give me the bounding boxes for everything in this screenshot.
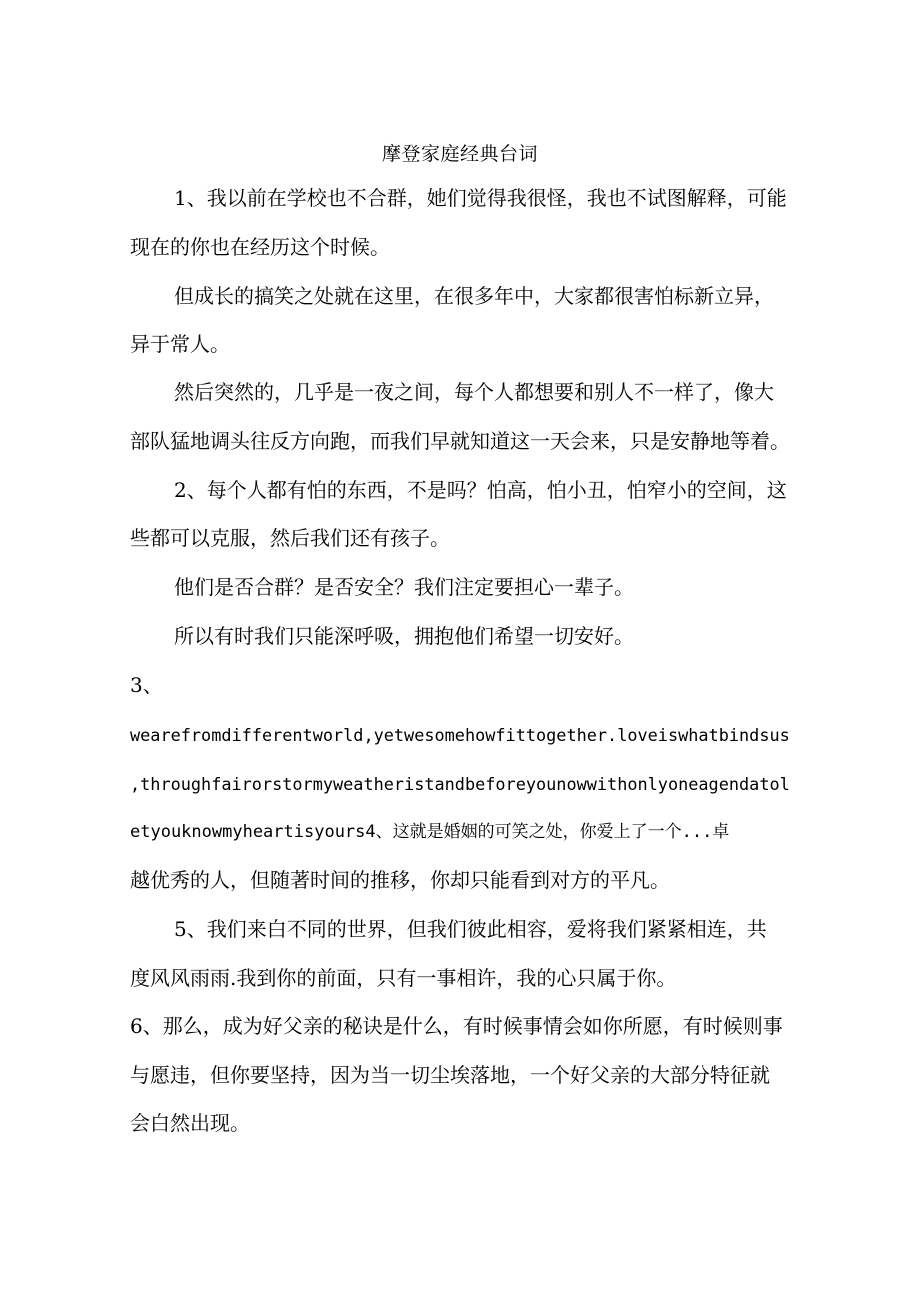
text-line: 但成长的搞笑之处就在这里，在很多年中，大家都很害怕标新立异，: [174, 284, 774, 308]
text-line: 与愿违，但你要坚持，因为当一切尘埃落地，一个好父亲的大部分特征就: [130, 1063, 770, 1087]
text-line: 1、我以前在学校也不合群，她们觉得我很怪，我也不试图解释，可能: [174, 186, 787, 210]
text-line: 3、: [130, 673, 163, 697]
text-line: 会白然出现。: [130, 1111, 250, 1135]
text-line: ,throughfairorstormyweatheristandbeforeyounowwithonlyoneagendatol: [130, 774, 790, 794]
text-line: 所以有时我们只能深呼吸，拥抱他们希望一切安好。: [174, 624, 634, 648]
text-line: 越优秀的人，但随著时间的推移，你却只能看到对方的平凡。: [130, 868, 670, 892]
text-line: 然后突然的，几乎是一夜之间，每个人都想要和别人不一样了，像大: [174, 380, 774, 404]
text-line: 部队猛地调头往反方向跑，而我们早就知道这一天会来，只是安静地等着。: [130, 429, 790, 453]
text-line: wearefromdifferentworld,yetwesomehowfittogether.loveiswhatbindsus: [130, 725, 790, 745]
text-line: etyouknowmyheartisyours4、这就是婚姻的可笑之处，你爱上了一个...卓: [130, 822, 730, 842]
text-line: 6、那么，成为好父亲的秘诀是什么，有时候事情会如你所愿，有时候则事: [130, 1014, 783, 1038]
text-line: 度风风雨雨.我到你的前面，只有一事相许，我的心只属于你。: [130, 966, 677, 990]
text-line: 他们是否合群？是否安全？我们注定要担心一辈子。: [174, 575, 634, 599]
page-title: 摩登家庭经典台词: [381, 143, 538, 165]
text-line: 5、我们来白不同的世界，但我们彼此相容，爱将我们紧紧相连，共: [174, 917, 767, 941]
text-line: 些都可以克服，然后我们还有孩子。: [130, 526, 450, 550]
text-line: 现在的你也在经历这个时候。: [130, 235, 390, 259]
text-line: 异于常人。: [130, 332, 230, 356]
text-line: 2、每个人都有怕的东西，不是吗？怕高，怕小丑，怕窄小的空间，这: [174, 478, 787, 502]
